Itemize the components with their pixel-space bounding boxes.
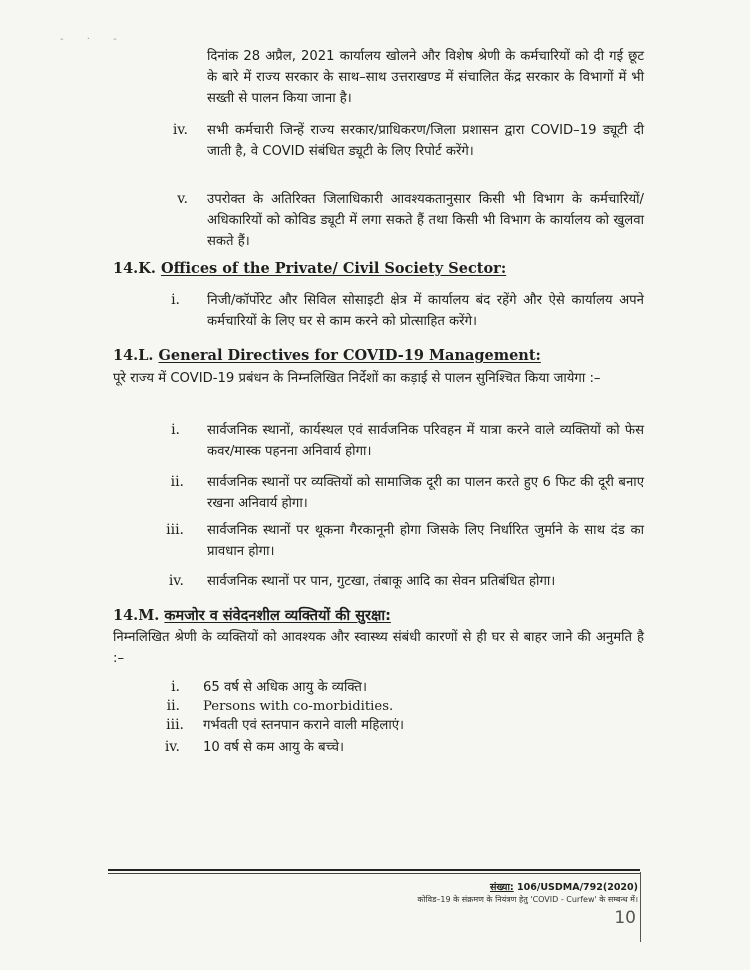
section-heading — [113, 346, 541, 366]
section-title: Offices of the Private/ Civil Society Sector: — [160, 260, 507, 277]
section-intro: पूरे राज्य में COVID-19 प्रबंधन के निम्नलिखित निर्देशों का कड़ाई से पालन सुनिश्चित किया जायेगा :– — [113, 371, 601, 386]
item-text: सार्वजनिक स्थानों पर पान, गुटखा, तंबाकू आदि का सेवन प्रतिबंधित होगा। — [207, 574, 556, 589]
item-text: सार्वजनिक स्थानों पर थूकना गैरकानूनी होगा जिसके लिए निर्धारित जुर्माने के साथ दंड का प्रावधान होगा। — [207, 523, 644, 559]
section-code: 14.M. — [113, 607, 160, 624]
footer-side-rule — [640, 872, 641, 942]
section-code: 14.L. — [113, 347, 154, 364]
continued-paragraph: दिनांक 28 अप्रैल, 2021 कार्यालय खोलने और विशेष श्रेणी के कर्मचारियों को दी गई छूट के बारे में राज्य सरकार के साथ–साथ उत्तराखण्ड में संचालित केंद्र सरकार के विभागों में भी सख्ती से पालन किया जाना है। — [207, 49, 644, 106]
scan-artifact: - · - — [60, 34, 127, 45]
item-text: Persons with co-morbidities. — [203, 699, 394, 714]
reference-number: 106/USDMA/792(2020) — [517, 882, 638, 893]
item-text: सभी कर्मचारी जिन्हें राज्य सरकार/प्राधिकरण/जिला प्रशासन द्वारा COVID–19 ड्यूटी दी जाती है, वे COVID संबंधित ड्यूटी के लिए रिपोर्ट करेंगे। — [207, 123, 644, 159]
item-number: ii. — [170, 474, 184, 490]
reference-label: संख्या: — [489, 882, 514, 893]
item-number: iv. — [168, 573, 184, 589]
footer-divider — [108, 869, 640, 871]
section-code: 14.K. — [113, 260, 156, 277]
section-title: कमजोर व संवेदनशील व्यक्तियों की सुरक्षा: — [164, 608, 391, 624]
section-intro: निम्नलिखित श्रेणी के व्यक्तियों को आवश्यक और स्वास्थ्य संबंधी कारणों से ही घर से बाहर जाने की अनुमति है :– — [113, 630, 644, 666]
item-number: iv. — [172, 122, 188, 138]
page-number: 10 — [614, 908, 636, 928]
item-text: 65 वर्ष से अधिक आयु के व्यक्ति। — [203, 680, 367, 695]
item-number: iii. — [166, 522, 184, 538]
document-subject: कोविड–19 के संक्रमण के नियंत्रण हेतु 'COVID - Curfew' के सम्बन्ध में। — [417, 895, 638, 904]
item-number: i. — [171, 679, 180, 695]
item-number: ii. — [166, 698, 180, 714]
item-number: v. — [177, 191, 188, 207]
section-title: General Directives for COVID-19 Management: — [158, 347, 541, 364]
document-reference — [490, 880, 638, 893]
item-text: सार्वजनिक स्थानों, कार्यस्थल एवं सार्वजनिक परिवहन में यात्रा करने वाले व्यक्तियों को फेस कवर/मास्क पहनना अनिवार्य होगा। — [207, 423, 644, 459]
item-text: सार्वजनिक स्थानों पर व्यक्तियों को सामाजिक दूरी का पालन करते हुए 6 फिट की दूरी बनाए रखना अनिवार्य होगा। — [207, 475, 644, 511]
footer-divider — [108, 873, 640, 874]
section-heading — [113, 606, 391, 626]
item-number: i. — [171, 292, 180, 308]
item-text: निजी/कॉर्पोरेट और सिविल सोसाइटी क्षेत्र में कार्यालय बंद रहेंगे और ऐसे कार्यालय अपने कर्मचारियों के लिए घर से काम करने को प्रोत्साहित करेंगे। — [207, 293, 644, 329]
item-number: i. — [171, 422, 180, 438]
item-text: गर्भवती एवं स्तनपान कराने वाली महिलाएं। — [203, 718, 405, 733]
item-text: 10 वर्ष से कम आयु के बच्चे। — [203, 740, 344, 755]
section-heading — [113, 259, 506, 279]
item-number: iii. — [166, 717, 184, 733]
item-number: iv. — [164, 739, 180, 755]
item-text: उपरोक्त के अतिरिक्त जिलाधिकारी आवश्यकतानुसार किसी भी विभाग के कर्मचारियों/अधिकारियों को कोविड ड्यूटी में लगा सकते हैं तथा किसी भी विभाग के कार्यालय को खुलवा सकते हैं। — [207, 192, 644, 249]
